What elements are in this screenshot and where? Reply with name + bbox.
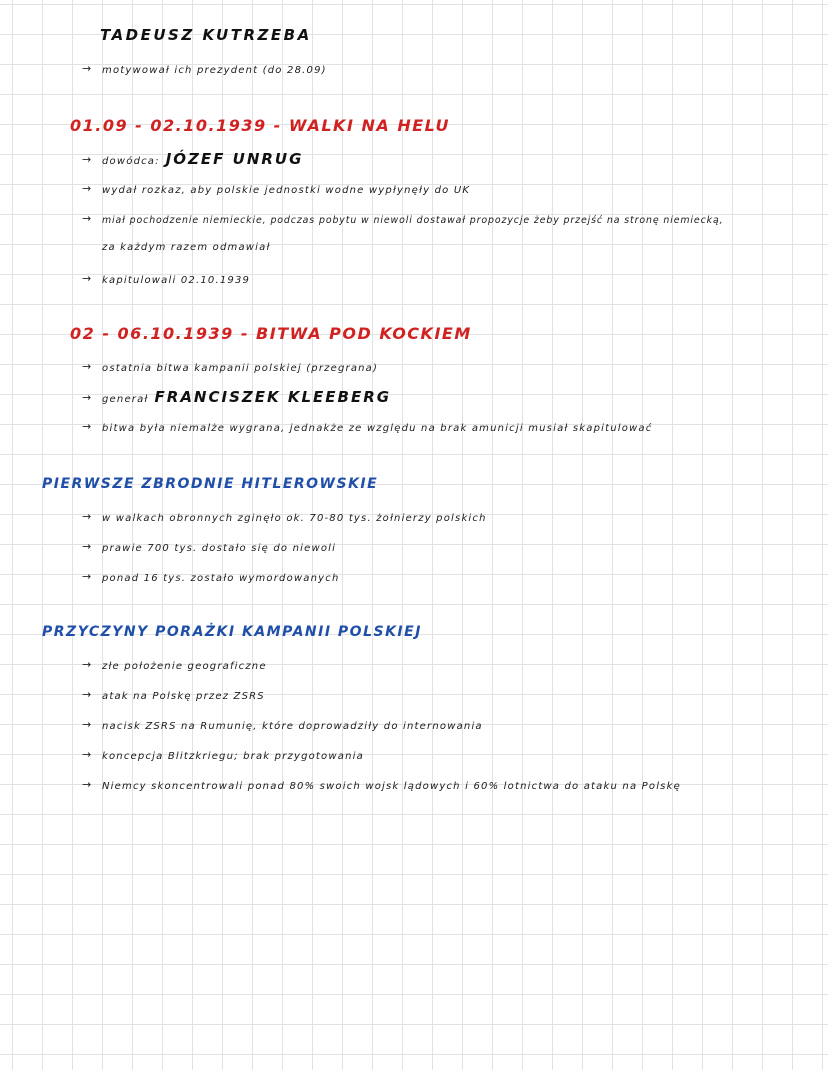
note-line (82, 778, 681, 792)
note-text: kapitulowali 02.10.1939 (102, 275, 251, 286)
note-text: generał (102, 394, 149, 405)
note-line-continuation (102, 242, 271, 253)
note-line (82, 212, 724, 226)
note-line (82, 388, 391, 406)
note-text: ostatnia bitwa kampanii polskiej (przegrana) (102, 363, 379, 374)
arrow-icon: → (82, 182, 93, 195)
note-text: ponad 16 tys. zostało wymordowanych (102, 573, 340, 584)
note-line (82, 688, 265, 702)
note-text: Niemcy skoncentrowali ponad 80% swoich wojsk lądowych i 60% lotnictwa do ataku na Polskę (102, 781, 681, 792)
note-line (82, 150, 303, 168)
arrow-icon: → (82, 510, 93, 523)
arrow-icon: → (82, 153, 93, 166)
heading-crimes: PIERWSZE ZBRODNIE HITLEROWSKIE (42, 476, 379, 492)
note-line (82, 540, 336, 554)
note-text: motywował ich prezydent (do 28.09) (102, 65, 327, 76)
note-text: złe położenie geograficzne (102, 661, 267, 672)
name-tadeusz-kutrzeba: TADEUSZ KUTRZEBA (100, 26, 312, 44)
arrow-icon: → (82, 718, 93, 731)
note-line (82, 510, 487, 524)
heading-causes: PRZYCZYNY PORAŻKI KAMPANII POLSKIEJ (42, 624, 422, 640)
note-line (82, 420, 652, 434)
arrow-icon: → (82, 212, 93, 225)
note-text: nacisk ZSRS na Rumunię, które doprowadziły do internowania (102, 721, 483, 732)
heading-kock: 02 - 06.10.1939 - BITWA POD KOCKIEM (70, 324, 472, 343)
heading-hel: 01.09 - 02.10.1939 - WALKI NA HELU (70, 116, 450, 135)
arrow-icon: → (82, 748, 93, 761)
arrow-icon: → (82, 778, 93, 791)
arrow-icon: → (82, 570, 93, 583)
note-text: za każdym razem odmawiał (102, 242, 271, 253)
arrow-icon: → (82, 420, 93, 433)
arrow-icon: → (82, 688, 93, 701)
commander-name: JÓZEF UNRUG (165, 150, 304, 168)
note-line (82, 748, 364, 762)
general-name: FRANCISZEK KLEEBERG (154, 388, 392, 406)
note-text: miał pochodzenie niemieckie, podczas pobytu w niewoli dostawał propozycje żeby przejść na stronę niemiecką, (102, 215, 724, 226)
note-text: bitwa była niemalże wygrana, jednakże ze względu na brak amunicji musiał skapitulować (102, 423, 653, 434)
note-line (82, 360, 378, 374)
arrow-icon: → (82, 658, 93, 671)
arrow-icon: → (82, 391, 93, 404)
note-text: dowódca: (102, 156, 160, 167)
note-line (82, 182, 470, 196)
note-line (82, 272, 250, 286)
arrow-icon: → (82, 62, 93, 75)
note-line (82, 658, 267, 672)
arrow-icon: → (82, 540, 93, 553)
note-text: wydał rozkaz, aby polskie jednostki wodne wypłynęły do UK (102, 185, 471, 196)
note-line (82, 718, 483, 732)
note-line (82, 62, 327, 76)
note-text: w walkach obronnych zginęło ok. 70-80 tys. żołnierzy polskich (102, 513, 487, 524)
note-line (82, 570, 340, 584)
arrow-icon: → (82, 360, 93, 373)
note-text: prawie 700 tys. dostało się do niewoli (102, 543, 337, 554)
note-text: koncepcja Blitzkriegu; brak przygotowania (102, 751, 364, 762)
arrow-icon: → (82, 272, 93, 285)
note-text: atak na Polskę przez ZSRS (102, 691, 265, 702)
